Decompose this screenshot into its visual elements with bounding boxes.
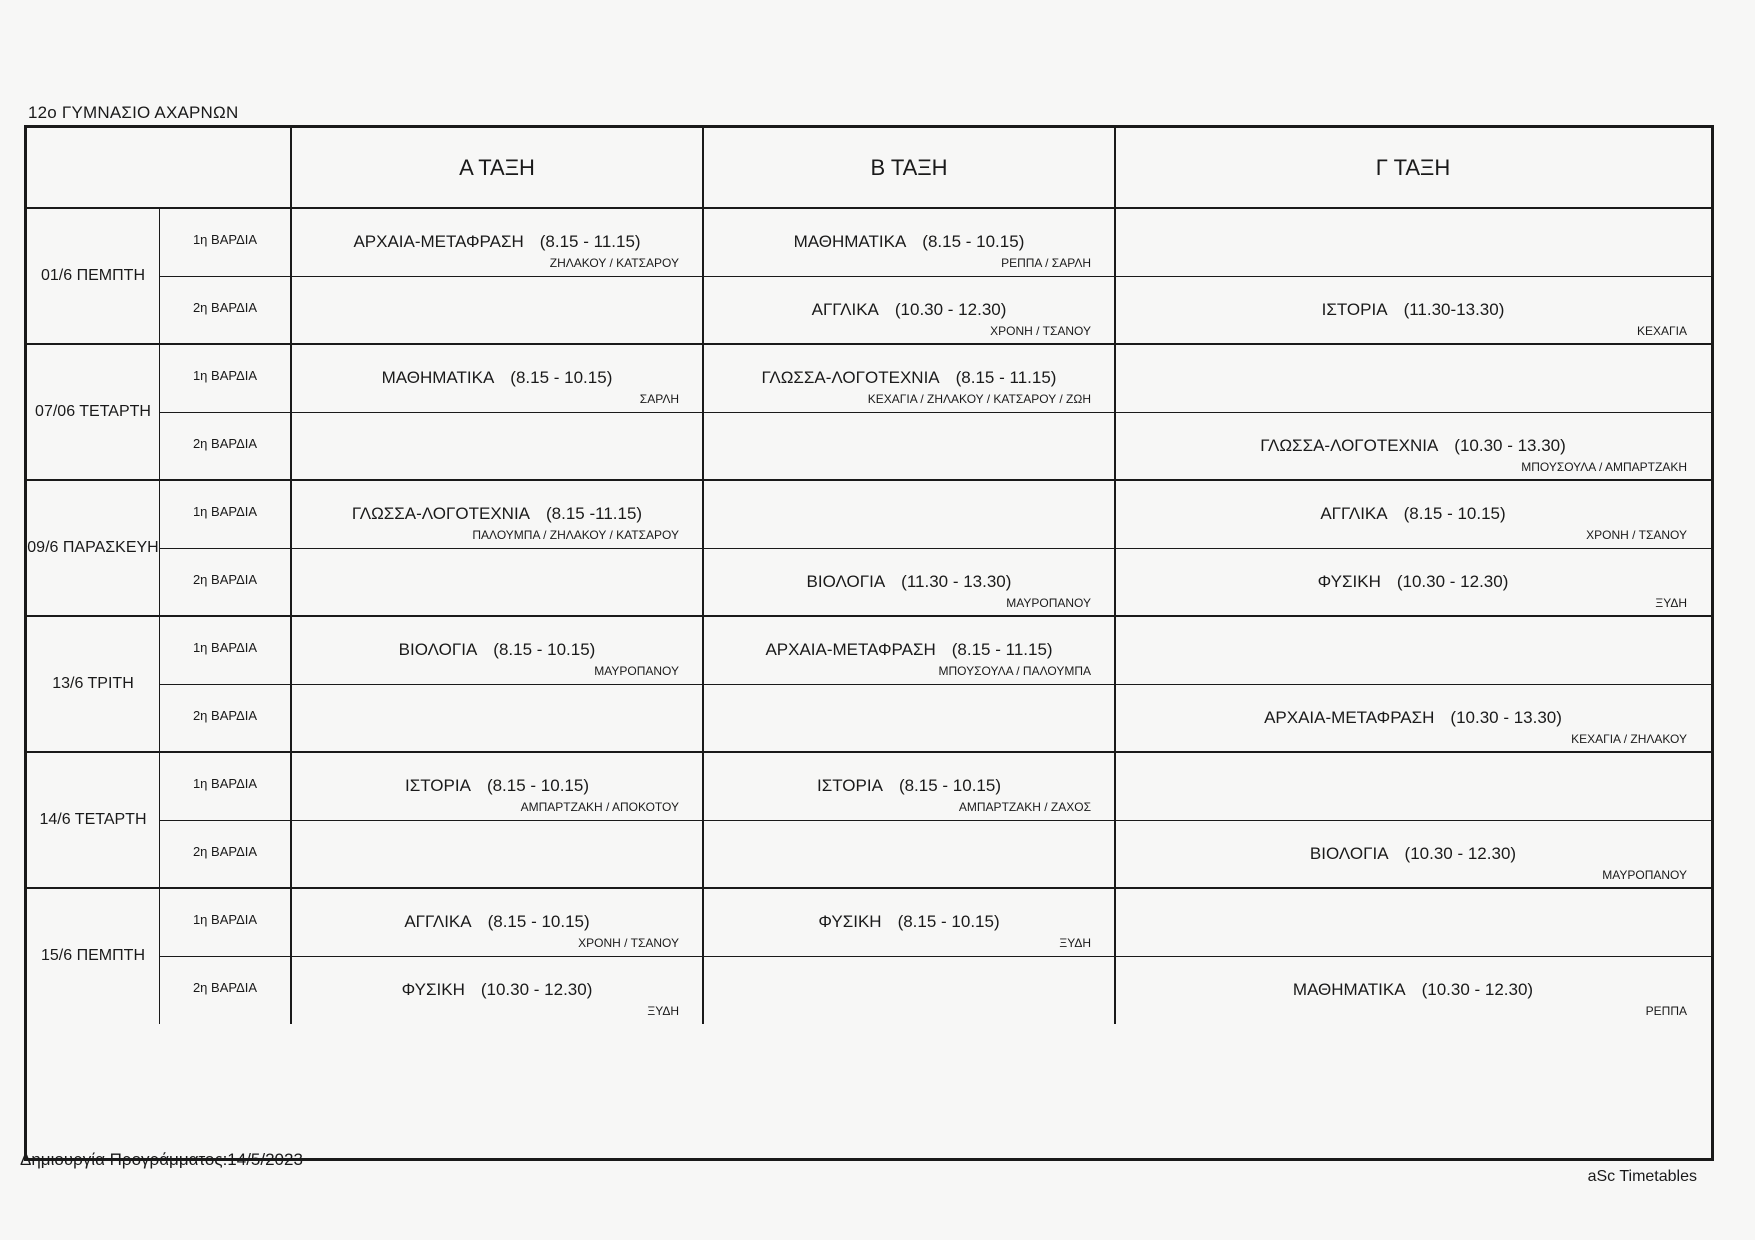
exam-title bbox=[1115, 300, 1711, 320]
day-divider bbox=[27, 479, 1711, 481]
exam-title bbox=[703, 232, 1115, 252]
exam-time: (8.15 - 11.15) bbox=[539, 232, 641, 251]
exam-subject: ΒΙΟΛΟΓΙΑ bbox=[1309, 844, 1389, 863]
empty-cell bbox=[1115, 616, 1711, 684]
day-divider bbox=[27, 751, 1711, 753]
exam-subject: ΙΣΤΟΡΙΑ bbox=[405, 776, 471, 795]
shift-label: 1η ΒΑΡΔΙΑ bbox=[192, 504, 258, 519]
exam-subject: ΜΑΘΗΜΑΤΙΚΑ bbox=[1292, 980, 1406, 999]
day-divider bbox=[27, 887, 1711, 889]
shift-divider bbox=[159, 684, 1711, 685]
exam-cell bbox=[703, 616, 1115, 684]
exam-title bbox=[703, 776, 1115, 796]
exam-subject: ΑΓΓΛΙΚΑ bbox=[404, 912, 472, 931]
column-divider bbox=[1114, 128, 1116, 1024]
exam-time: (11.30 - 13.30) bbox=[901, 572, 1012, 591]
exam-time: (8.15 - 11.15) bbox=[955, 368, 1057, 387]
day-label: 09/6 ΠΑΡΑΣΚΕΥΗ bbox=[27, 539, 159, 556]
exam-cell bbox=[291, 616, 703, 684]
exam-time: (10.30 - 13.30) bbox=[1454, 436, 1566, 455]
exam-cell bbox=[291, 480, 703, 548]
exam-time: (8.15 - 11.15) bbox=[951, 640, 1053, 659]
empty-cell bbox=[291, 684, 703, 752]
day-divider bbox=[27, 615, 1711, 617]
column-divider bbox=[159, 208, 160, 1024]
exam-time: (8.15 - 10.15) bbox=[486, 776, 589, 795]
exam-cell bbox=[1115, 956, 1711, 1024]
exam-subject: ΓΛΩΣΣΑ-ΛΟΓΟΤΕΧΝΙΑ bbox=[761, 368, 940, 387]
empty-cell bbox=[703, 956, 1115, 1024]
shift-label: 2η ΒΑΡΔΙΑ bbox=[192, 844, 258, 859]
empty-cell bbox=[1115, 752, 1711, 820]
shift-label: 1η ΒΑΡΔΙΑ bbox=[192, 232, 258, 247]
exam-supervisors: ΧΡΟΝΗ / ΤΣΑΝΟΥ bbox=[1586, 528, 1687, 542]
exam-subject: ΑΡΧΑΙΑ-ΜΕΤΑΦΡΑΣΗ bbox=[1264, 708, 1435, 727]
exam-supervisors: ΚΕΧΑΓΙΑ / ΖΗΛΑΚΟΥ / ΚΑΤΣΑΡΟΥ / ΖΩΗ bbox=[867, 392, 1091, 406]
exam-subject: ΦΥΣΙΚΗ bbox=[401, 980, 465, 999]
day-label: 01/6 ΠΕΜΠΤΗ bbox=[40, 267, 146, 284]
exam-time: (8.15 - 10.15) bbox=[897, 912, 1000, 931]
shift-divider bbox=[159, 412, 1711, 413]
exam-cell bbox=[1115, 412, 1711, 480]
exam-subject: ΑΓΓΛΙΚΑ bbox=[1320, 504, 1388, 523]
exam-cell bbox=[291, 344, 703, 412]
exam-title bbox=[291, 980, 703, 1000]
exam-cell bbox=[291, 208, 703, 276]
exam-time: (11.30-13.30) bbox=[1403, 300, 1505, 319]
exam-title bbox=[703, 300, 1115, 320]
exam-title bbox=[703, 368, 1115, 388]
exam-time: (10.30 - 12.30) bbox=[1421, 980, 1534, 999]
exam-cell bbox=[291, 956, 703, 1024]
empty-cell bbox=[291, 276, 703, 344]
exam-time: (10.30 - 12.30) bbox=[894, 300, 1007, 319]
exam-timetable bbox=[24, 125, 1714, 1161]
empty-cell bbox=[291, 548, 703, 616]
exam-cell bbox=[703, 208, 1115, 276]
empty-cell bbox=[291, 412, 703, 480]
exam-subject: ΙΣΤΟΡΙΑ bbox=[1321, 300, 1388, 319]
shift-divider bbox=[159, 276, 1711, 277]
exam-title bbox=[1115, 844, 1711, 864]
class-header: Γ ΤΑΞΗ bbox=[1375, 155, 1451, 180]
exam-supervisors: ΞΥΔΗ bbox=[1059, 936, 1091, 950]
empty-cell bbox=[703, 820, 1115, 888]
exam-time: (10.30 - 12.30) bbox=[1396, 572, 1509, 591]
exam-title bbox=[1115, 572, 1711, 592]
exam-time: (8.15 - 10.15) bbox=[487, 912, 590, 931]
exam-subject: ΜΑΘΗΜΑΤΙΚΑ bbox=[381, 368, 495, 387]
day-divider bbox=[27, 343, 1711, 345]
shift-label: 2η ΒΑΡΔΙΑ bbox=[192, 300, 258, 315]
shift-label: 2η ΒΑΡΔΙΑ bbox=[192, 980, 258, 995]
exam-subject: ΒΙΟΛΟΓΙΑ bbox=[398, 640, 478, 659]
shift-label: 2η ΒΑΡΔΙΑ bbox=[192, 708, 258, 723]
shift-label: 1η ΒΑΡΔΙΑ bbox=[192, 912, 258, 927]
exam-supervisors: ΜΠΟΥΣΟΥΛΑ / ΠΑΛΟΥΜΠΑ bbox=[938, 664, 1091, 678]
exam-supervisors: ΧΡΟΝΗ / ΤΣΑΝΟΥ bbox=[990, 324, 1091, 338]
exam-supervisors: ΑΜΠΑΡΤΖΑΚΗ / ΖΑΧΟΣ bbox=[958, 800, 1091, 814]
shift-label: 2η ΒΑΡΔΙΑ bbox=[192, 436, 258, 451]
header-divider bbox=[27, 207, 1711, 209]
exam-time: (10.30 - 13.30) bbox=[1450, 708, 1562, 727]
day-label: 14/6 ΤΕΤΑΡΤΗ bbox=[39, 811, 147, 828]
day-label: 13/6 ΤΡΙΤΗ bbox=[52, 675, 134, 692]
exam-title bbox=[703, 640, 1115, 660]
exam-cell bbox=[703, 548, 1115, 616]
exam-subject: ΦΥΣΙΚΗ bbox=[1317, 572, 1381, 591]
exam-cell bbox=[703, 752, 1115, 820]
class-header: Α ΤΑΞΗ bbox=[459, 155, 535, 180]
shift-label: 1η ΒΑΡΔΙΑ bbox=[192, 640, 258, 655]
empty-cell bbox=[1115, 888, 1711, 956]
header-corner bbox=[27, 128, 291, 208]
exam-title bbox=[291, 776, 703, 796]
school-title: 12ο ΓΥΜΝΑΣΙΟ ΑΧΑΡΝΩΝ bbox=[28, 103, 239, 122]
exam-cell bbox=[291, 888, 703, 956]
exam-title bbox=[1115, 708, 1711, 728]
exam-supervisors: ΠΑΛΟΥΜΠΑ / ΖΗΛΑΚΟΥ / ΚΑΤΣΑΡΟΥ bbox=[472, 528, 679, 542]
exam-title bbox=[291, 640, 703, 660]
empty-cell bbox=[1115, 208, 1711, 276]
exam-supervisors: ΚΕΧΑΓΙΑ / ΖΗΛΑΚΟΥ bbox=[1571, 732, 1687, 746]
shift-label: 2η ΒΑΡΔΙΑ bbox=[192, 572, 258, 587]
exam-title bbox=[1115, 980, 1711, 1000]
exam-supervisors: ΜΑΥΡΟΠΑΝΟΥ bbox=[1602, 868, 1687, 882]
exam-title bbox=[291, 232, 703, 252]
exam-time: (8.15 - 10.15) bbox=[1403, 504, 1506, 523]
exam-subject: ΑΓΓΛΙΚΑ bbox=[811, 300, 879, 319]
exam-title bbox=[703, 572, 1115, 592]
exam-time: (10.30 - 12.30) bbox=[1404, 844, 1517, 863]
exam-supervisors: ΞΥΔΗ bbox=[647, 1004, 679, 1018]
exam-subject: ΓΛΩΣΣΑ-ΛΟΓΟΤΕΧΝΙΑ bbox=[1260, 436, 1439, 455]
exam-supervisors: ΡΕΠΠΑ / ΣΑΡΛΗ bbox=[1001, 256, 1091, 270]
exam-title bbox=[1115, 504, 1711, 524]
empty-cell bbox=[703, 412, 1115, 480]
exam-cell bbox=[703, 276, 1115, 344]
exam-supervisors: ΞΥΔΗ bbox=[1655, 596, 1687, 610]
exam-supervisors: ΑΜΠΑΡΤΖΑΚΗ / ΑΠΟΚΟΤΟΥ bbox=[520, 800, 679, 814]
shift-divider bbox=[159, 820, 1711, 821]
exam-subject: ΙΣΤΟΡΙΑ bbox=[817, 776, 883, 795]
exam-subject: ΓΛΩΣΣΑ-ΛΟΓΟΤΕΧΝΙΑ bbox=[351, 504, 530, 523]
exam-cell bbox=[703, 344, 1115, 412]
exam-cell bbox=[1115, 684, 1711, 752]
exam-supervisors: ΜΠΟΥΣΟΥΛΑ / ΑΜΠΑΡΤΖΑΚΗ bbox=[1521, 460, 1687, 474]
exam-cell bbox=[703, 888, 1115, 956]
exam-time: (8.15 - 10.15) bbox=[510, 368, 613, 387]
exam-title bbox=[291, 368, 703, 388]
exam-title bbox=[291, 912, 703, 932]
exam-supervisors: ΡΕΠΠΑ bbox=[1645, 1004, 1687, 1018]
exam-cell bbox=[291, 752, 703, 820]
exam-supervisors: ΖΗΛΑΚΟΥ / ΚΑΤΣΑΡΟΥ bbox=[549, 256, 679, 270]
shift-divider bbox=[159, 956, 1711, 957]
class-header: Β ΤΑΞΗ bbox=[870, 155, 948, 180]
column-divider bbox=[290, 128, 292, 1024]
exam-subject: ΑΡΧΑΙΑ-ΜΕΤΑΦΡΑΣΗ bbox=[353, 232, 524, 251]
empty-cell bbox=[703, 684, 1115, 752]
exam-time: (10.30 - 12.30) bbox=[480, 980, 593, 999]
shift-label: 1η ΒΑΡΔΙΑ bbox=[192, 776, 258, 791]
exam-subject: ΑΡΧΑΙΑ-ΜΕΤΑΦΡΑΣΗ bbox=[765, 640, 936, 659]
exam-cell bbox=[1115, 548, 1711, 616]
exam-subject: ΜΑΘΗΜΑΤΙΚΑ bbox=[793, 232, 907, 251]
empty-cell bbox=[703, 480, 1115, 548]
exam-title bbox=[291, 504, 703, 524]
exam-title bbox=[1115, 436, 1711, 456]
exam-time: (8.15 -11.15) bbox=[546, 504, 643, 523]
exam-supervisors: ΚΕΧΑΓΙΑ bbox=[1637, 324, 1687, 338]
exam-cell bbox=[1115, 480, 1711, 548]
creation-date: Δημιουργία Προγράμματος:14/5/2023 bbox=[20, 1150, 303, 1169]
exam-supervisors: ΧΡΟΝΗ / ΤΣΑΝΟΥ bbox=[578, 936, 679, 950]
exam-cell bbox=[1115, 276, 1711, 344]
exam-supervisors: ΜΑΥΡΟΠΑΝΟΥ bbox=[1006, 596, 1091, 610]
empty-cell bbox=[291, 820, 703, 888]
day-label: 15/6 ΠΕΜΠΤΗ bbox=[40, 947, 146, 964]
brand-label: aSc Timetables bbox=[1587, 1168, 1697, 1185]
column-divider bbox=[702, 128, 704, 1024]
exam-time: (8.15 - 10.15) bbox=[493, 640, 596, 659]
exam-title bbox=[703, 912, 1115, 932]
exam-time: (8.15 - 10.15) bbox=[922, 232, 1025, 251]
exam-subject: ΒΙΟΛΟΓΙΑ bbox=[806, 572, 886, 591]
empty-cell bbox=[1115, 344, 1711, 412]
exam-supervisors: ΣΑΡΛΗ bbox=[639, 392, 679, 406]
exam-supervisors: ΜΑΥΡΟΠΑΝΟΥ bbox=[594, 664, 679, 678]
exam-cell bbox=[1115, 820, 1711, 888]
exam-time: (8.15 - 10.15) bbox=[898, 776, 1001, 795]
shift-divider bbox=[159, 548, 1711, 549]
day-label: 07/06 ΤΕΤΑΡΤΗ bbox=[35, 403, 151, 420]
exam-subject: ΦΥΣΙΚΗ bbox=[818, 912, 882, 931]
shift-label: 1η ΒΑΡΔΙΑ bbox=[192, 368, 258, 383]
